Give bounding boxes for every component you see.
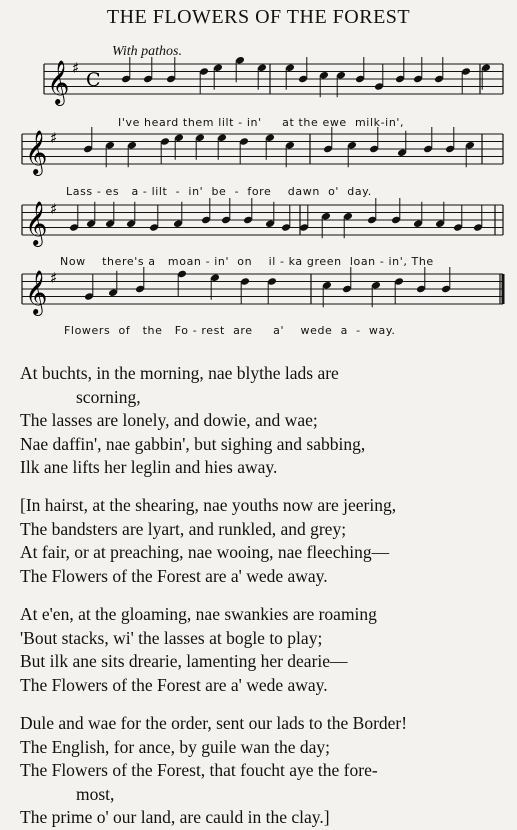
stanza-4: [20, 712, 510, 830]
tempo-marking: With pathos.: [112, 44, 183, 59]
stanza-3: [20, 603, 510, 697]
lyric-line-2: Lass - es a - lilt - in' be - fore dawn o' day.: [66, 185, 372, 198]
stanza-line: The bandsters are lyart, and runkled, and grey;: [20, 518, 347, 539]
sharp-icon: ♯: [72, 59, 80, 77]
stanza-line: The prime o' our land, are cauld in the clay.]: [20, 807, 330, 827]
common-time-icon: C: [86, 69, 101, 91]
stanza-line: scorning,: [76, 386, 141, 407]
sharp-icon: ♯: [50, 200, 58, 218]
stanza-line: The Flowers of the Forest are a' wede away.: [20, 565, 328, 586]
treble-clef-icon: 𝄞: [25, 130, 48, 174]
stanza-line: The English, for ance, by guile wan the day;: [20, 736, 331, 757]
stanza-line: At buchts, in the morning, nae blythe lads are: [20, 363, 339, 383]
stanza-line: The lasses are lonely, and dowie, and wae;: [20, 410, 318, 430]
stanza-line: Dule and wae for the order, sent our lads to the Border!: [20, 713, 408, 733]
lyric-line-1: I've heard them lilt - in' at the ewe milk-in',: [118, 116, 405, 129]
sharp-icon: ♯: [50, 269, 58, 287]
stanza-line: The Flowers of the Forest are a' wede away.: [20, 674, 328, 695]
stanza-line: At e'en, at the gloaming, nae swankies are roaming: [20, 604, 377, 624]
lyric-line-3: Now there's a moan - in' on il - ka green loan - in', The: [60, 255, 434, 268]
stanza-line: The Flowers of the Forest, that foucht aye the fore-: [20, 760, 378, 780]
stanza-line: [In hairst, at the shearing, nae youths now are jeering,: [20, 495, 397, 515]
stanza-2: [20, 494, 510, 588]
stanza-1: [20, 362, 510, 480]
song-title: THE FLOWERS OF THE FOREST: [106, 6, 411, 28]
stanza-line: Ilk ane lifts her leglin and hies away.: [20, 457, 278, 477]
stanza-line: 'Bout stacks, wi' the lasses at bogle to play;: [20, 627, 323, 648]
lyric-line-4: Flowers of the Fo - rest are a' wede a - way.: [64, 324, 396, 337]
stanza-line: most,: [76, 783, 115, 804]
music-score: [0, 0, 517, 345]
treble-clef-icon: 𝄞: [25, 201, 48, 245]
stanza-line: But ilk ane sits drearie, lamenting her dearie—: [20, 651, 348, 671]
stanza-line: Nae daffin', nae gabbin', but sighing and sabbing,: [20, 433, 366, 454]
stanza-line: At fair, or at preaching, nae wooing, nae fleeching—: [20, 542, 390, 562]
treble-clef-icon: 𝄞: [47, 60, 70, 104]
sharp-icon: ♯: [50, 129, 58, 147]
treble-clef-icon: 𝄞: [25, 270, 48, 314]
